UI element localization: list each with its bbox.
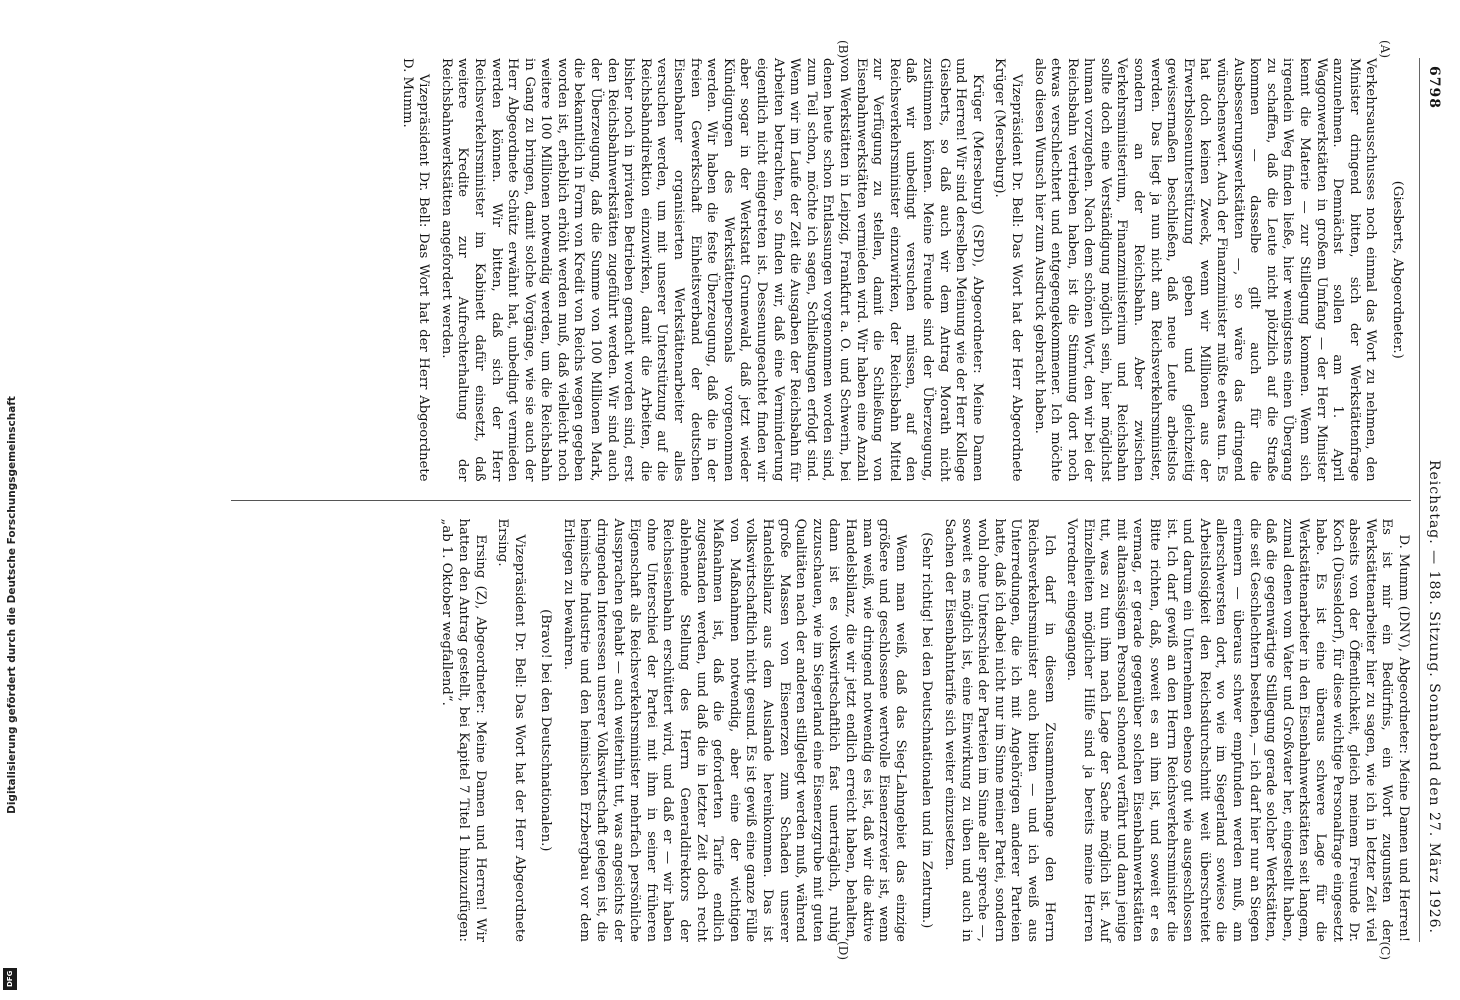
paragraph: Ersing (Z), Abgeordneter: Meine Damen und Herren! Wir hatten den Antrag gestellt, bei Kapitel 7 Titel 1 hinzuzufügen: „ab 1. Oktober wegfallend“.	[439, 518, 488, 942]
vice-president-remark: Vizepräsident Dr. Bell: Das Wort hat der Herr Abgeordnete Ersing.	[495, 518, 527, 942]
speaker-continuation: (Giesberts, Abgeordneter.)	[1390, 180, 1405, 359]
paragraph: Krüger (Merseburg) (SPD), Abgeordneter: Meine Damen und Herren! Wir sind derselben Meinung wie der Herr Kollege Giesberts, so daß auch wir dem Antrag Morath nicht zustimmen können. Meine Freunde sind der Überzeugung, daß wir unbedingt versuchen müssen, auf den Reichsverkehrsminister einzuwirken, der Reichsbahn Mittel zur Verfügung zu stellen, damit die Schließung von Eisenbahnwerkstätten vermieden wird. Wir haben eine Anzahl von Werkstätten in Leipzig, Frankfurt a. O. und Schwerin, bei denen heute schon Entlassungen vorgenommen worden sind, zum Teil schon, möchte ich sagen, Schließungen erfolgt sind. Wenn wir im Laufe der Zeit die Ausgaben der Reichsbahn für Arbeiten betrachten, so finden wir, daß eine Verminderung eigentlich nicht eingetreten ist. Dessenungeachtet finden wir aber sogar in der Werkstatt Grunewald, daß jetzt wieder Kündigungen des Werkstättenpersonals vorgenommen werden. Wir haben die feste Überzeugung, daß die in der freien Gewerkschaft Einheitsverband der deutschen Eisenbahner organisierten Werkstättenarbeiter alles versuchen werden, um mit unserer Unterstützung auf die Reichsbahndirektion einzuwirken, damit die Arbeiten, die bisher noch in privaten Betrieben gemacht worden sind, erst den Reichsbahnwerkstätten zugeführt werden. Wir sind auch der Überzeugung, daß die Summe von 100 Millionen Mark, die bekanntlich in Form von Kredit von Reichs wegen gegeben worden ist, erheblich erhöht werden muß, daß vielleicht noch weitere 100 Millionen notwendig werden, um die Reichsbahn in Gang zu bringen, damit solche Vorgänge, wie sie auch der Herr Abgeordnete Schütz erwähnt hat, unbedingt vermieden werden können. Wir bitten, daß sich der Herr Reichsverkehrsminister im Kabinett dafür einsetzt, daß weitere Kredite zur Aufrechterhaltung der Reichsbahnwerkstätten angefordert werden.	[438, 58, 985, 482]
interjection: (Sehr richtig! bei den Deutschnationalen und im Zentrum.)	[919, 532, 935, 929]
interjection: (Bravo! bei den Deutschnationalen.)	[538, 609, 554, 852]
digitization-note: Digitalisierung gefördert durch die Deutsche Forschungsgemeinschaft	[6, 396, 18, 814]
text-columns	[231, 40, 1411, 960]
vice-president-remark: Vizepräsident Dr. Bell: Das Wort hat der Herr Abgeordnete Krüger (Merseburg).	[992, 58, 1024, 482]
margin-marker-a: (A)	[1378, 40, 1392, 59]
paragraph: Verkehrsausschusses noch einmal das Wort zu nehmen, den Minister dringend bitten, sich der Werkstättenfrage anzunehmen. Demnächst sollen am 1. April Waggonwerkstätten in großem Umfang — der Herr Minister kennt die Materie — zur Stillegung kommen. Wenn sich irgendein Weg finden ließe, hier wenigstens einen Übergang zu schaffen, daß die Leute nicht plötzlich auf die Straße kommen — dasselbe gilt auch für die Ausbesserungswerkstätten —, so wäre das dringend wünschenswert. Auch der Finanzminister müßte etwas tun. Es hat doch keinen Zweck, wenn wir Millionen aus der Erwerbslosenunterstützung geben und gleichzeitig gewissermaßen beschließen, daß neue Leute arbeitslos werden. Das liegt ja nun nicht am Reichsverkehrsminister, sondern an der Reichsbahn. Aber zwischen Verkehrsministerium, Finanzministerium und Reichsbahn sollte doch eine Verständigung möglich sein, hier möglichst human vorzugehen. Nach dem schönen Wort, den wir bei der Reichsbahn vertrieben haben, ist die Stimmung dort noch etwas verschlechtert und entgegengekommener. Ich möchte also diesen Wunsch hier zum Ausdruck gebracht haben.	[1031, 58, 1379, 482]
digitization-footer	[0, 0, 24, 1000]
dfg-logo-icon: DFG	[3, 968, 17, 990]
right-column	[231, 518, 1411, 960]
page-header	[1419, 58, 1442, 942]
column-divider	[231, 500, 1411, 501]
session-line: Reichstag. — 188. Sitzung. Sonnabend den 27. März 1926.	[1426, 459, 1442, 934]
scanned-page	[200, 40, 1460, 960]
vice-president-remark: Vizepräsident Dr. Bell: Das Wort hat der Herr Abgeordnete D. Mumm.	[399, 58, 432, 482]
paragraph: Ich darf in diesem Zusammenhange den Herrn Reichsverkehrsminister auch bitten — und ich weiß aus Unterredungen, die ich mit Angehörigen anderer Parteien hatte, daß ich dabei nicht nur im Sinne meiner Partei, sondern wohl ohne Unterschied der Parteien im Sinne aller spreche —, soweit es möglich ist, eine Einwirkung zu üben und auch in Sachen der Eisenbahntarife sich weiter einzusetzen.	[941, 518, 1057, 942]
margin-marker-c: (C)	[1378, 941, 1392, 960]
margin-marker-d: (D)	[836, 941, 850, 960]
paragraph: Wenn man weiß, daß das Sieg-Lahngebiet das einzige größere und geschlossene wertvolle Eisenerzrevier ist, wenn man weiß, wie dringend notwendig es ist, daß wir die aktive Handelsbilanz, die wir jetzt endlich erreicht haben, behalten, dann ist es volkswirtschaftlich fast unerträglich, ruhig zuzuschauen, wie im Siegerland eine Eisenerzgrube mit guten Qualitäten nach der anderen stillgelegt werden muß, während große Massen von Eisenerzen zum Schaden unserer Handelsbilanz aus dem Auslande hereinkommen. Das ist volkswirtschaftlich nicht gesund. Es ist gewiß eine ganze Fülle von Maßnahmen notwendig, aber eine der wichtigen Maßnahmen ist, daß die geforderten Tarife endlich zugestanden werden, und daß die in letzter Zeit doch recht ablehnende Stellung des Herrn Generaldirektors der Reichseisenbahn erschüttert wird, und daß er — wir haben ohne Unterschied der Partei mit ihm in seiner früheren Eigenschaft als Reichsverkehrsminister mehrfach persönliche Aussprachen gehabt — auch weiterhin tut, was angesichts der dringenden Interessen unserer Volkswirtschaft gelegen ist, die heimische Industrie und den heimischen Erzbergbau vor dem Erliegen zu bewahren.	[560, 518, 908, 942]
page-number: 6798	[1426, 66, 1442, 109]
left-column	[231, 40, 1411, 482]
paragraph: D. Mumm (DNV), Abgeordneter: Meine Damen und Herren! Es ist mir ein Bedürfnis, ein Wort zugunsten der Werkstättenarbeiter hier zu sagen, wie ich in letzter Zeit viel abseits von der Öffentlichkeit, gleich meinem Freunde Dr. Koch (Düsseldorf), für diese wichtige Personalfrage eingesetzt habe. Es ist eine überaus schwere Lage für die Werkstättenarbeiter in den Eisenbahnwerkstätten seit langem, zumal denen vom Vater und Großvater her, eingestellt haben, daß die gegenwärtige Stillegung gerade solcher Werkstätten, die seit Geschlechtern bestehen, — ich darf hier nur an Siegen erinnern — überaus schwer empfunden werden muß, am allerschwersten dort, wo wie im Siegerland sowieso die Arbeitslosigkeit den Reichsdurchschnitt weit überschreitet und darum ein Unternehmen ebenso gut wie ausgeschlossen ist. Ich darf gewiß an den Herrn Reichsverkehrsminister die Bitte richten, daß, soweit es an ihm ist, und soweit er es vermag, er gerade gegenüber solchen Eisenbahnwerkstätten mit altansässigem Personal schonend verfährt und dann jenige tut, was zu tun ihm nach Lage der Sache möglich ist. Auf Einzelheiten möglicher Hilfe sind ja bereits meine Herren Vorredner eingegangen.	[1064, 518, 1411, 942]
margin-marker-b: (B)	[836, 40, 850, 59]
